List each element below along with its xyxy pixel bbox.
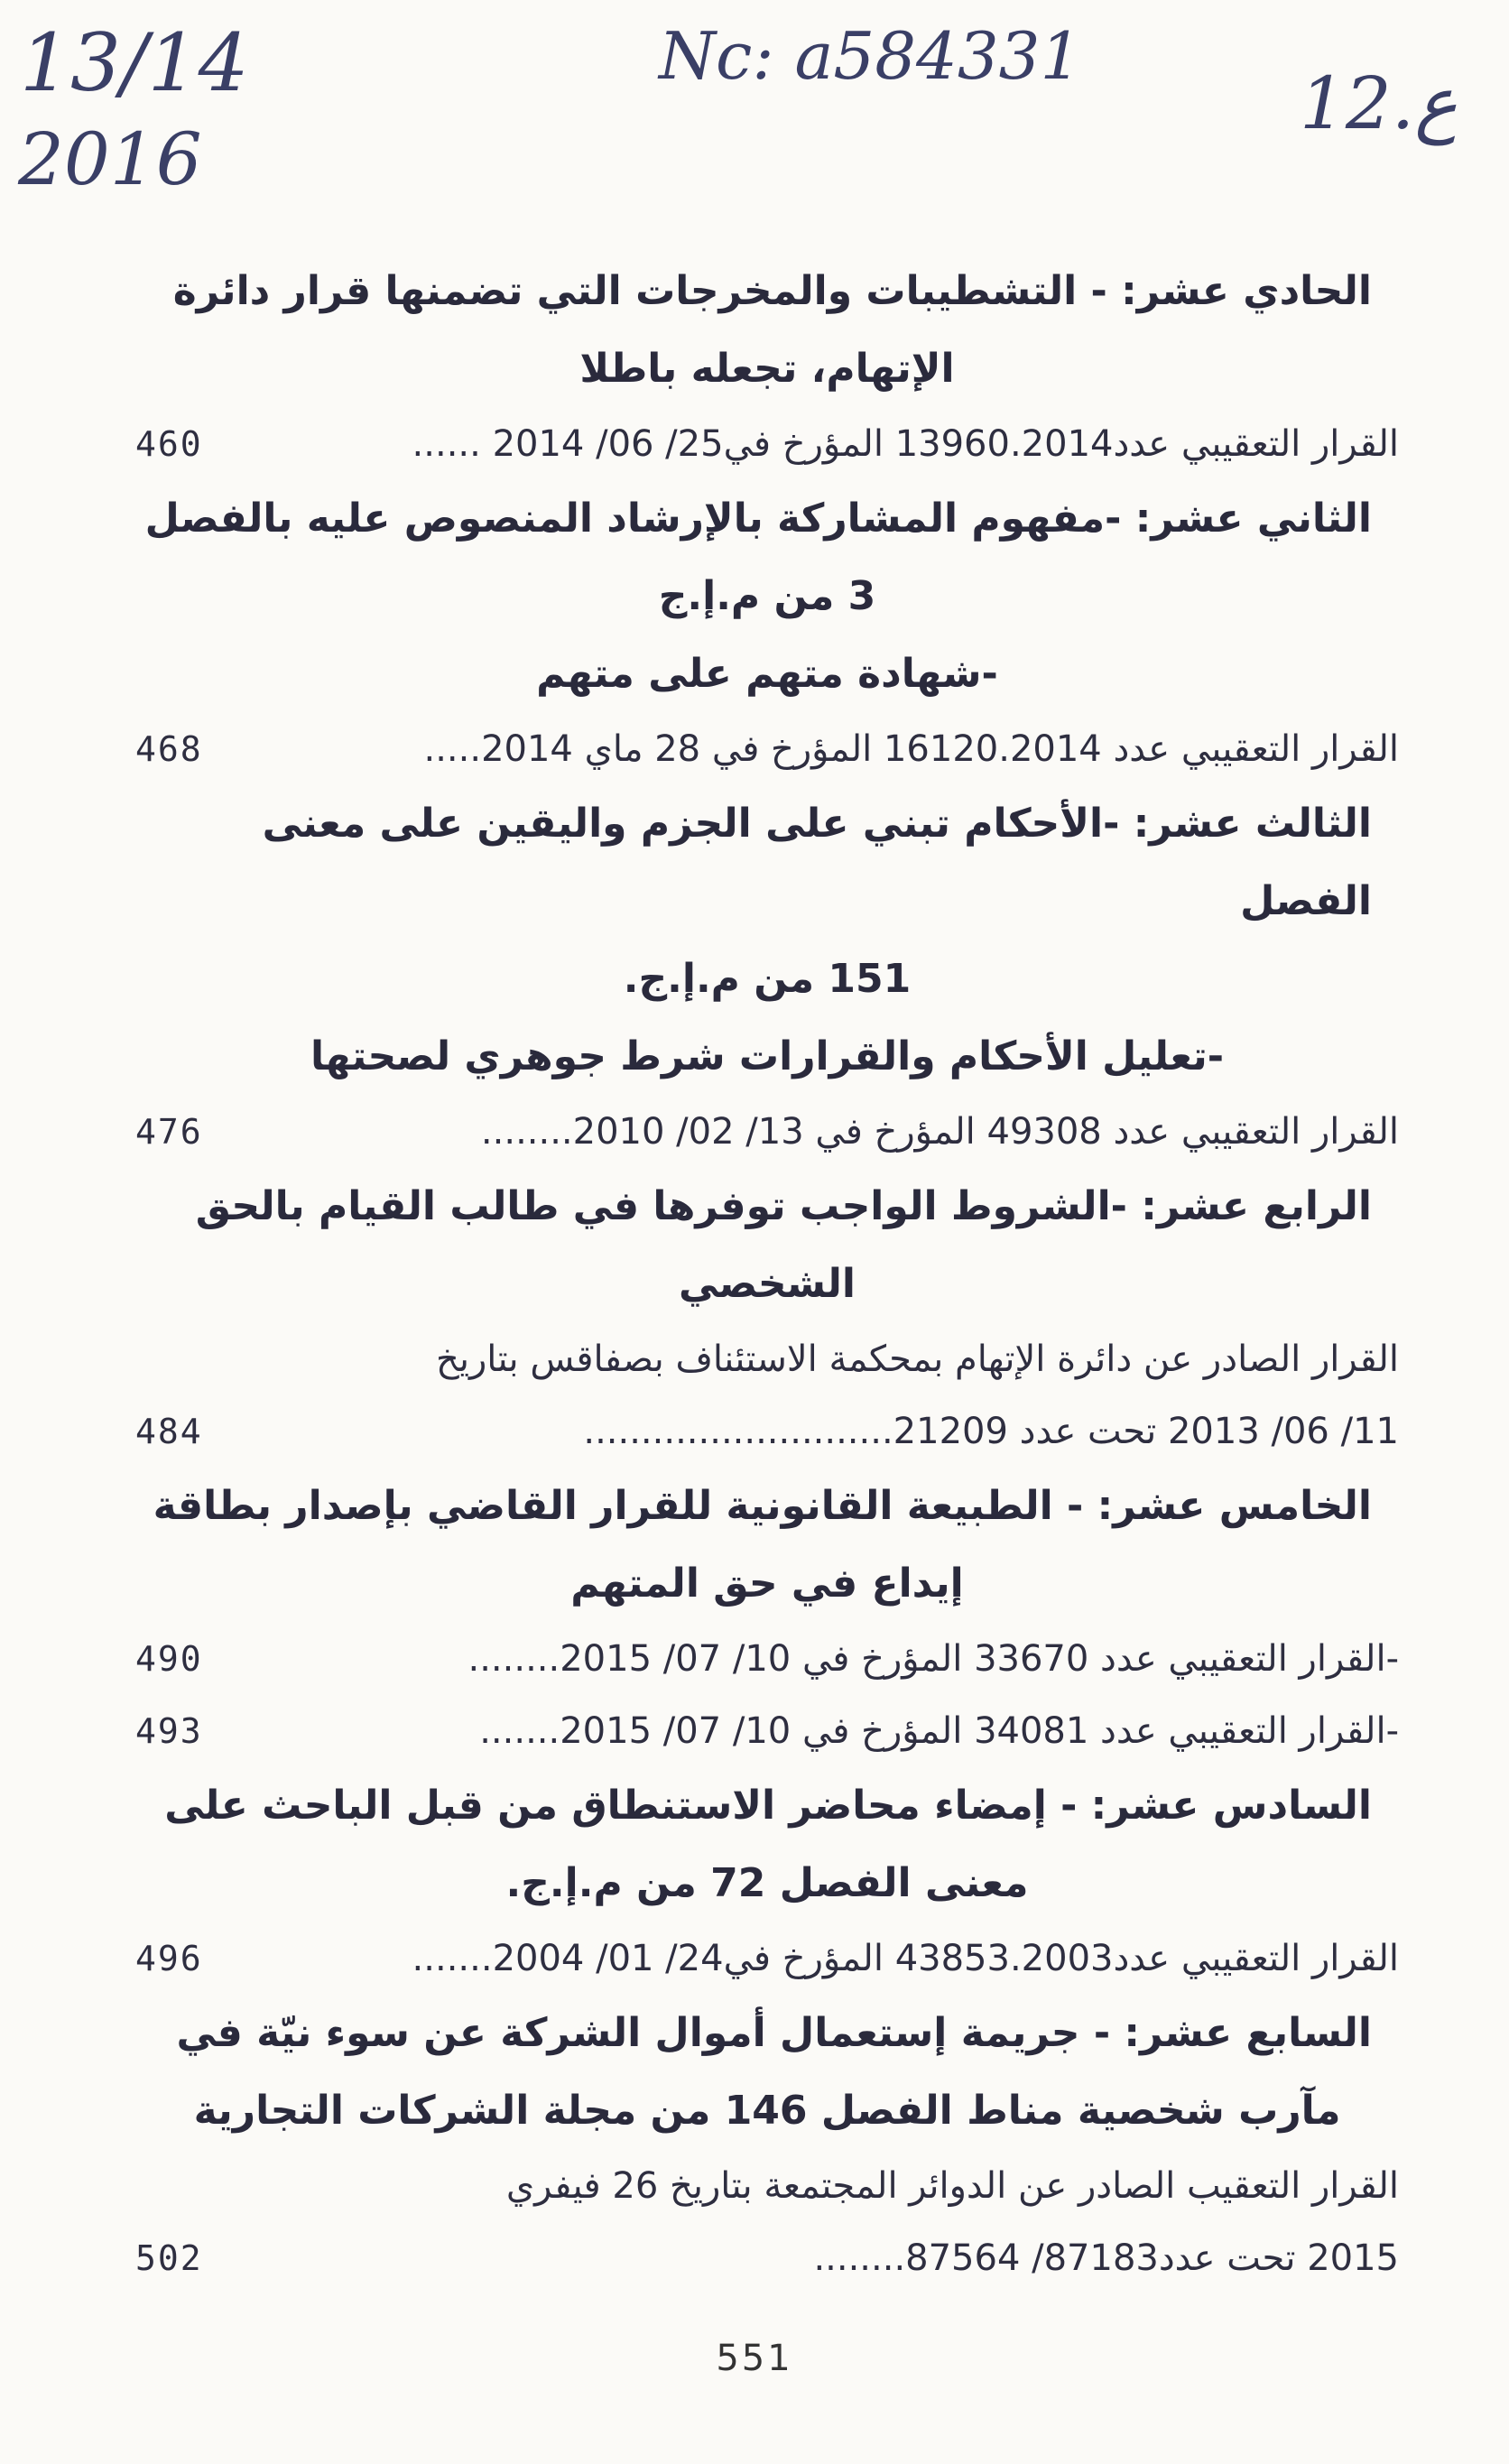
citation-text: -القرار التعقيبي عدد 34081 المؤرخ في 10/ 07/ 2015....... [479, 1710, 1399, 1752]
entry-heading: الخامس عشر: - الطبيعة القانونية للقرار القاضي بإصدار بطاقة [153, 1483, 1372, 1529]
entry-citation [135, 1096, 1399, 1168]
entry-heading-continuation: مآرب شخصية مناط الفصل 146 من مجلة الشركات التجارية [193, 2088, 1341, 2134]
table-of-contents [135, 253, 1399, 2294]
entry-heading: الثاني عشر: -مفهوم المشاركة بالإرشاد المنصوص عليه بالفصل [144, 496, 1372, 542]
citation-text: القرار التعقيبي عدد 16120.2014 المؤرخ في 28 ماي 2014..... [423, 728, 1399, 770]
entry-heading-continuation: 151 من م.إ.ج. [623, 956, 912, 1002]
page-ref: 468 [135, 729, 203, 769]
handwritten-year: 2016 [18, 117, 202, 201]
page-ref: 484 [135, 1412, 203, 1451]
toc-entry [135, 1168, 1399, 1468]
page-ref: 496 [135, 1939, 203, 1978]
entry-citation [135, 1922, 1399, 1995]
entry-heading: الرابع عشر: -الشروط الواجب توفرها في طالب القيام بالحق [195, 1183, 1372, 1229]
toc-entry [135, 1995, 1399, 2294]
entry-citation [135, 713, 1399, 785]
citation-text: -القرار التعقيبي عدد 33670 المؤرخ في 10/ 07/ 2015........ [468, 1638, 1399, 1680]
page-ref: 490 [135, 1639, 203, 1679]
entry-subheading: -تعليل الأحكام والقرارات شرط جوهري لصحتها [310, 1033, 1224, 1079]
entry-heading: الثالث عشر: -الأحكام تبني على الجزم واليقين على معنى الفصل [262, 801, 1372, 924]
citation-text: القرار التعقيبي عدد43853.2003 المؤرخ في24/ 01/ 2004....... [412, 1938, 1399, 1979]
citation-text: القرار التعقيبي عدد13960.2014 المؤرخ في25/ 06/ 2014 ...... [412, 423, 1399, 465]
toc-entry [135, 1767, 1399, 1995]
entry-heading: الحادي عشر: - التشطيبات والمخرجات التي تضمنها قرار دائرة [172, 268, 1372, 314]
entry-citation [135, 408, 1399, 480]
toc-entry [135, 480, 1399, 785]
citation-text-line1: القرار الصادر عن دائرة الإتهام بمحكمة الاستئناف بصفاقس بتاريخ [436, 1339, 1399, 1380]
toc-entry [135, 1468, 1399, 1767]
entry-heading-continuation: الشخصي [679, 1261, 856, 1307]
toc-entry [135, 253, 1399, 480]
page-number: 551 [716, 2338, 793, 2379]
entry-citation [135, 1695, 1399, 1767]
entry-heading-continuation: 3 من م.إ.ج [658, 573, 876, 619]
citation-text-line1: القرار التعقيب الصادر عن الدوائر المجتمعة بتاريخ 26 فيفري [505, 2165, 1399, 2207]
entry-citation [135, 1623, 1399, 1695]
entry-heading: السابع عشر: - جريمة إستعمال أموال الشركة عن سوء نيّة في [176, 2010, 1372, 2056]
entry-heading-continuation: معنى الفصل 72 من م.إ.ج. [505, 1860, 1029, 1906]
citation-text: القرار التعقيبي عدد 49308 المؤرخ في 13/ 02/ 2010........ [480, 1111, 1399, 1153]
handwritten-reference-top-right: 12.ع [1300, 61, 1458, 145]
handwritten-reference-top-left: 13/14 [20, 16, 249, 109]
entry-subheading: -شهادة متهم على متهم [536, 651, 998, 697]
entry-citation [135, 2222, 1399, 2294]
handwritten-catalog-number: Nc: a584331 [659, 18, 1082, 94]
entry-heading-continuation: الإتهام، تجعله باطلا [579, 346, 955, 392]
toc-entry [135, 785, 1399, 1168]
citation-text: 2015 تحت عدد87183/ 87564........ [813, 2237, 1399, 2279]
page-ref: 502 [135, 2238, 203, 2278]
page-ref: 476 [135, 1112, 203, 1152]
entry-heading: السادس عشر: - إمضاء محاضر الاستنطاق من قبل الباحث على [164, 1783, 1372, 1829]
entry-citation [135, 1395, 1399, 1468]
entry-heading-continuation: إيداع في حق المتهم [570, 1561, 964, 1607]
page-ref: 493 [135, 1711, 203, 1751]
citation-text: 11/ 06/ 2013 تحت عدد 21209........................... [583, 1411, 1399, 1452]
page-ref: 460 [135, 424, 203, 464]
